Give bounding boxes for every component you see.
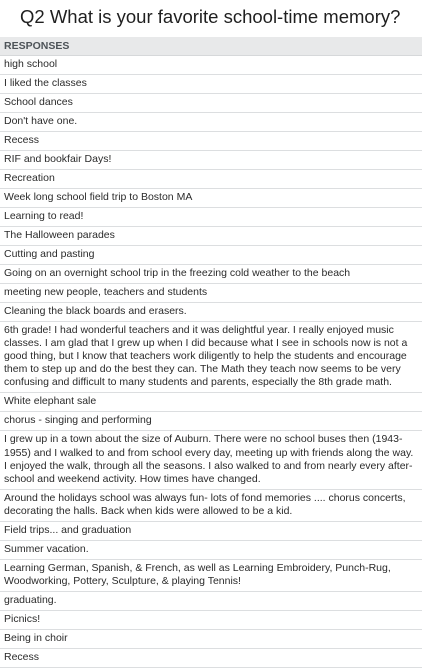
response-row: Learning German, Spanish, & French, as well as Learning Embroidery, Punch-Rug, Woodworking, Pottery, Sculpture, & playing Tennis!: [0, 560, 422, 592]
response-row: Around the holidays school was always fun- lots of fond memories .... chorus concerts, decorating the halls. Back when kids were allowed to be a kid.: [0, 490, 422, 522]
response-row: Recreation: [0, 170, 422, 189]
response-row: high school: [0, 56, 422, 75]
response-row: 6th grade! I had wonderful teachers and it was delightful year. I really enjoyed music classes. I am glad that I grew up when I did because what I see in schools now is not a good thing, but I know that teachers work diligently to help the students and encourage them to step up and do the best they can. The Math they teach now seems to be very confusing and difficult to many students and parents, especially the 8th grade math.: [0, 322, 422, 393]
response-row: School dances: [0, 94, 422, 113]
response-row: Week long school field trip to Boston MA: [0, 189, 422, 208]
responses-table: [0, 37, 422, 668]
response-row: Being in choir: [0, 630, 422, 649]
response-row: chorus - singing and performing: [0, 412, 422, 431]
response-row: Recess: [0, 132, 422, 151]
response-row: Recess: [0, 649, 422, 668]
response-row: Cleaning the black boards and erasers.: [0, 303, 422, 322]
response-row: Going on an overnight school trip in the freezing cold weather to the beach: [0, 265, 422, 284]
response-row: Learning to read!: [0, 208, 422, 227]
question-title: Q2 What is your favorite school-time memory?: [20, 6, 401, 27]
responses-column-header: RESPONSES: [0, 37, 422, 56]
response-row: White elephant sale: [0, 393, 422, 412]
response-row: RIF and bookfair Days!: [0, 151, 422, 170]
response-row: graduating.: [0, 592, 422, 611]
response-row: Field trips... and graduation: [0, 522, 422, 541]
response-row: I liked the classes: [0, 75, 422, 94]
response-row: Summer vacation.: [0, 541, 422, 560]
response-row: Cutting and pasting: [0, 246, 422, 265]
response-row: The Halloween parades: [0, 227, 422, 246]
response-row: Don't have one.: [0, 113, 422, 132]
response-row: meeting new people, teachers and students: [0, 284, 422, 303]
response-row: I grew up in a town about the size of Auburn. There were no school buses then (1943-1955) and I walked to and from school every day, meeting up with friends along the way. I enjoyed the walk, through all the seasons. I also walked to and from nearly every after-school and weekend activity. How times have changed.: [0, 431, 422, 489]
response-row: Picnics!: [0, 611, 422, 630]
